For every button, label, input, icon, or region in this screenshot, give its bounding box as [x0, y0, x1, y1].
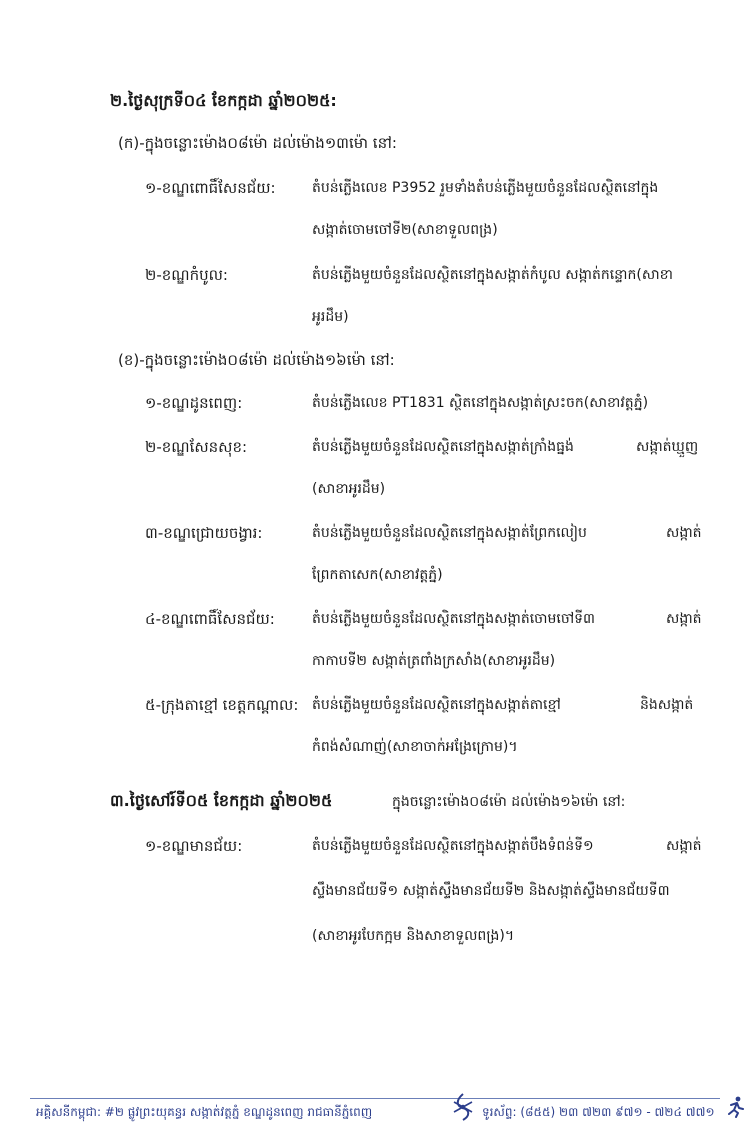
- groupB-label: (ខ)-ក្នុងចន្លោះម៉ោង០៨ម៉ោ ដល់ម៉ោង១៦ម៉ោ នៅ:: [118, 351, 395, 369]
- footer-address: អគ្គិសនីកម្ពុជា: #២ ផ្លូវព្រះយុគន្ធរ សង្កាត់វត្តភ្នំ ខណ្ឌដូនពេញ រាជធានីភ្នំពេញ: [36, 1105, 373, 1119]
- groupB-item5-line1: តំបន់ភ្លើងមួយចំនួនដែលស្ថិតនៅក្នុងសង្កាត់តាខ្មៅ: [312, 697, 561, 713]
- groupB-item4-line2: កាកាបទី២ សង្កាត់ត្រពាំងក្រសាំង(សាខាអូរដឹម): [312, 653, 556, 669]
- groupB-item4-line1: តំបន់ភ្លើងមួយចំនួនដែលស្ថិតនៅក្នុងសង្កាត់ចោមចៅទី៣: [312, 611, 596, 627]
- section3-heading-rest: ក្នុងចន្លោះម៉ោង០៨ម៉ោ ដល់ម៉ោង១៦ម៉ោ នៅ:: [392, 794, 626, 810]
- groupB-item2-line1: តំបន់ភ្លើងមួយចំនួនដែលស្ថិតនៅក្នុងសង្កាត់ក្រាំងធ្នង់: [312, 439, 574, 455]
- groupA-item2-name: ២-ខណ្ឌកំបូល:: [145, 266, 228, 284]
- groupB-item4-name: ៤-ខណ្ឌពោធិ៍សែនជ័យ:: [145, 610, 275, 628]
- groupB-item3-name: ៣-ខណ្ឌជ្រោយចង្វារ:: [145, 524, 263, 542]
- groupB-item5-line1b: និងសង្កាត់: [640, 697, 694, 713]
- groupA-item1-line1: តំបន់ភ្លើងលេខ P3952 រួមទាំងតំបន់ភ្លើងមួយចំនួនដែលស្ថិតនៅក្នុង: [312, 180, 659, 196]
- groupB-item2-line2: (សាខាអូរដឹម): [312, 481, 386, 497]
- footer-phone: ទូរស័ព្ទ: (៨៥៥) ២៣ ៧២៣ ៩៧១ - ៧២៤ ៧៧១: [482, 1105, 715, 1119]
- section3-heading: ៣.ថ្ងៃសៅរ៍ទី០៥ ខែកក្កដា ឆ្នាំ២០២៥: [110, 791, 333, 810]
- groupA-label: (ក)-ក្នុងចន្លោះម៉ោង០៨ម៉ោ ដល់ម៉ោង១៣ម៉ោ នៅ:: [118, 134, 397, 152]
- section2-heading: ២.ថ្ងៃសុក្រទី០៤ ខែកក្កដា ឆ្នាំ២០២៥:: [110, 91, 337, 110]
- section3-item1-line3: (សាខាអូរបែកក្អម និងសាខាទួលពង្រ)។: [312, 928, 515, 944]
- footer-divider: [30, 1098, 720, 1099]
- groupB-item2-line1b: សង្កាត់ឃ្មួញ: [636, 439, 699, 455]
- groupB-item3-line1: តំបន់ភ្លើងមួយចំនួនដែលស្ថិតនៅក្នុងសង្កាត់ព្រែកលៀប: [312, 525, 587, 541]
- groupB-item1-name: ១-ខណ្ឌដូនពេញ:: [145, 394, 243, 412]
- groupB-item1-line1: តំបន់ភ្លើងលេខ PT1831 ស្ថិតនៅក្នុងសង្កាត់ស្រះចក(សាខាវត្តភ្នំ): [312, 395, 649, 411]
- section3-item1-name: ១-ខណ្ឌមានជ័យ:: [145, 837, 243, 855]
- groupB-item3-line1b: សង្កាត់: [666, 525, 702, 541]
- groupB-item5-line2: កំពង់សំណាញ់(សាខាចាក់អង្រែក្រោម)។: [312, 739, 518, 755]
- edc-logo-icon: [450, 1092, 476, 1122]
- groupB-item2-name: ២-ខណ្ឌសែនសុខ:: [145, 438, 248, 456]
- groupB-item5-name: ៥-ក្រុងតាខ្មៅ ខេត្តកណ្តាល:: [145, 696, 299, 714]
- runner-icon: [726, 1096, 744, 1118]
- groupA-item1-name: ១-ខណ្ឌពោធិ៍សែនជ័យ:: [145, 179, 276, 197]
- groupA-item1-line2: សង្កាត់ចោមចៅទី២(សាខាទួលពង្រ): [312, 222, 498, 238]
- groupB-item3-line2: ព្រែកតាសេក(សាខាវត្តភ្នំ): [312, 567, 443, 583]
- section3-item1-line2: ស្ទឹងមានជ័យទី១ សង្កាត់ស្ទឹងមានជ័យទី២ និងសង្កាត់ស្ទឹងមានជ័យទី៣: [312, 883, 670, 899]
- section3-item1-line1: តំបន់ភ្លើងមួយចំនួនដែលស្ថិតនៅក្នុងសង្កាត់បឹងទំពន់ទី១: [312, 838, 594, 854]
- groupB-item4-line1b: សង្កាត់: [666, 611, 702, 627]
- groupA-item2-line2: អូរដឹម): [312, 309, 349, 325]
- section3-item1-line1b: សង្កាត់: [666, 838, 702, 854]
- groupA-item2-line1: តំបន់ភ្លើងមួយចំនួនដែលស្ថិតនៅក្នុងសង្កាត់កំបូល សង្កាត់កន្ទោក(សាខា: [312, 267, 673, 283]
